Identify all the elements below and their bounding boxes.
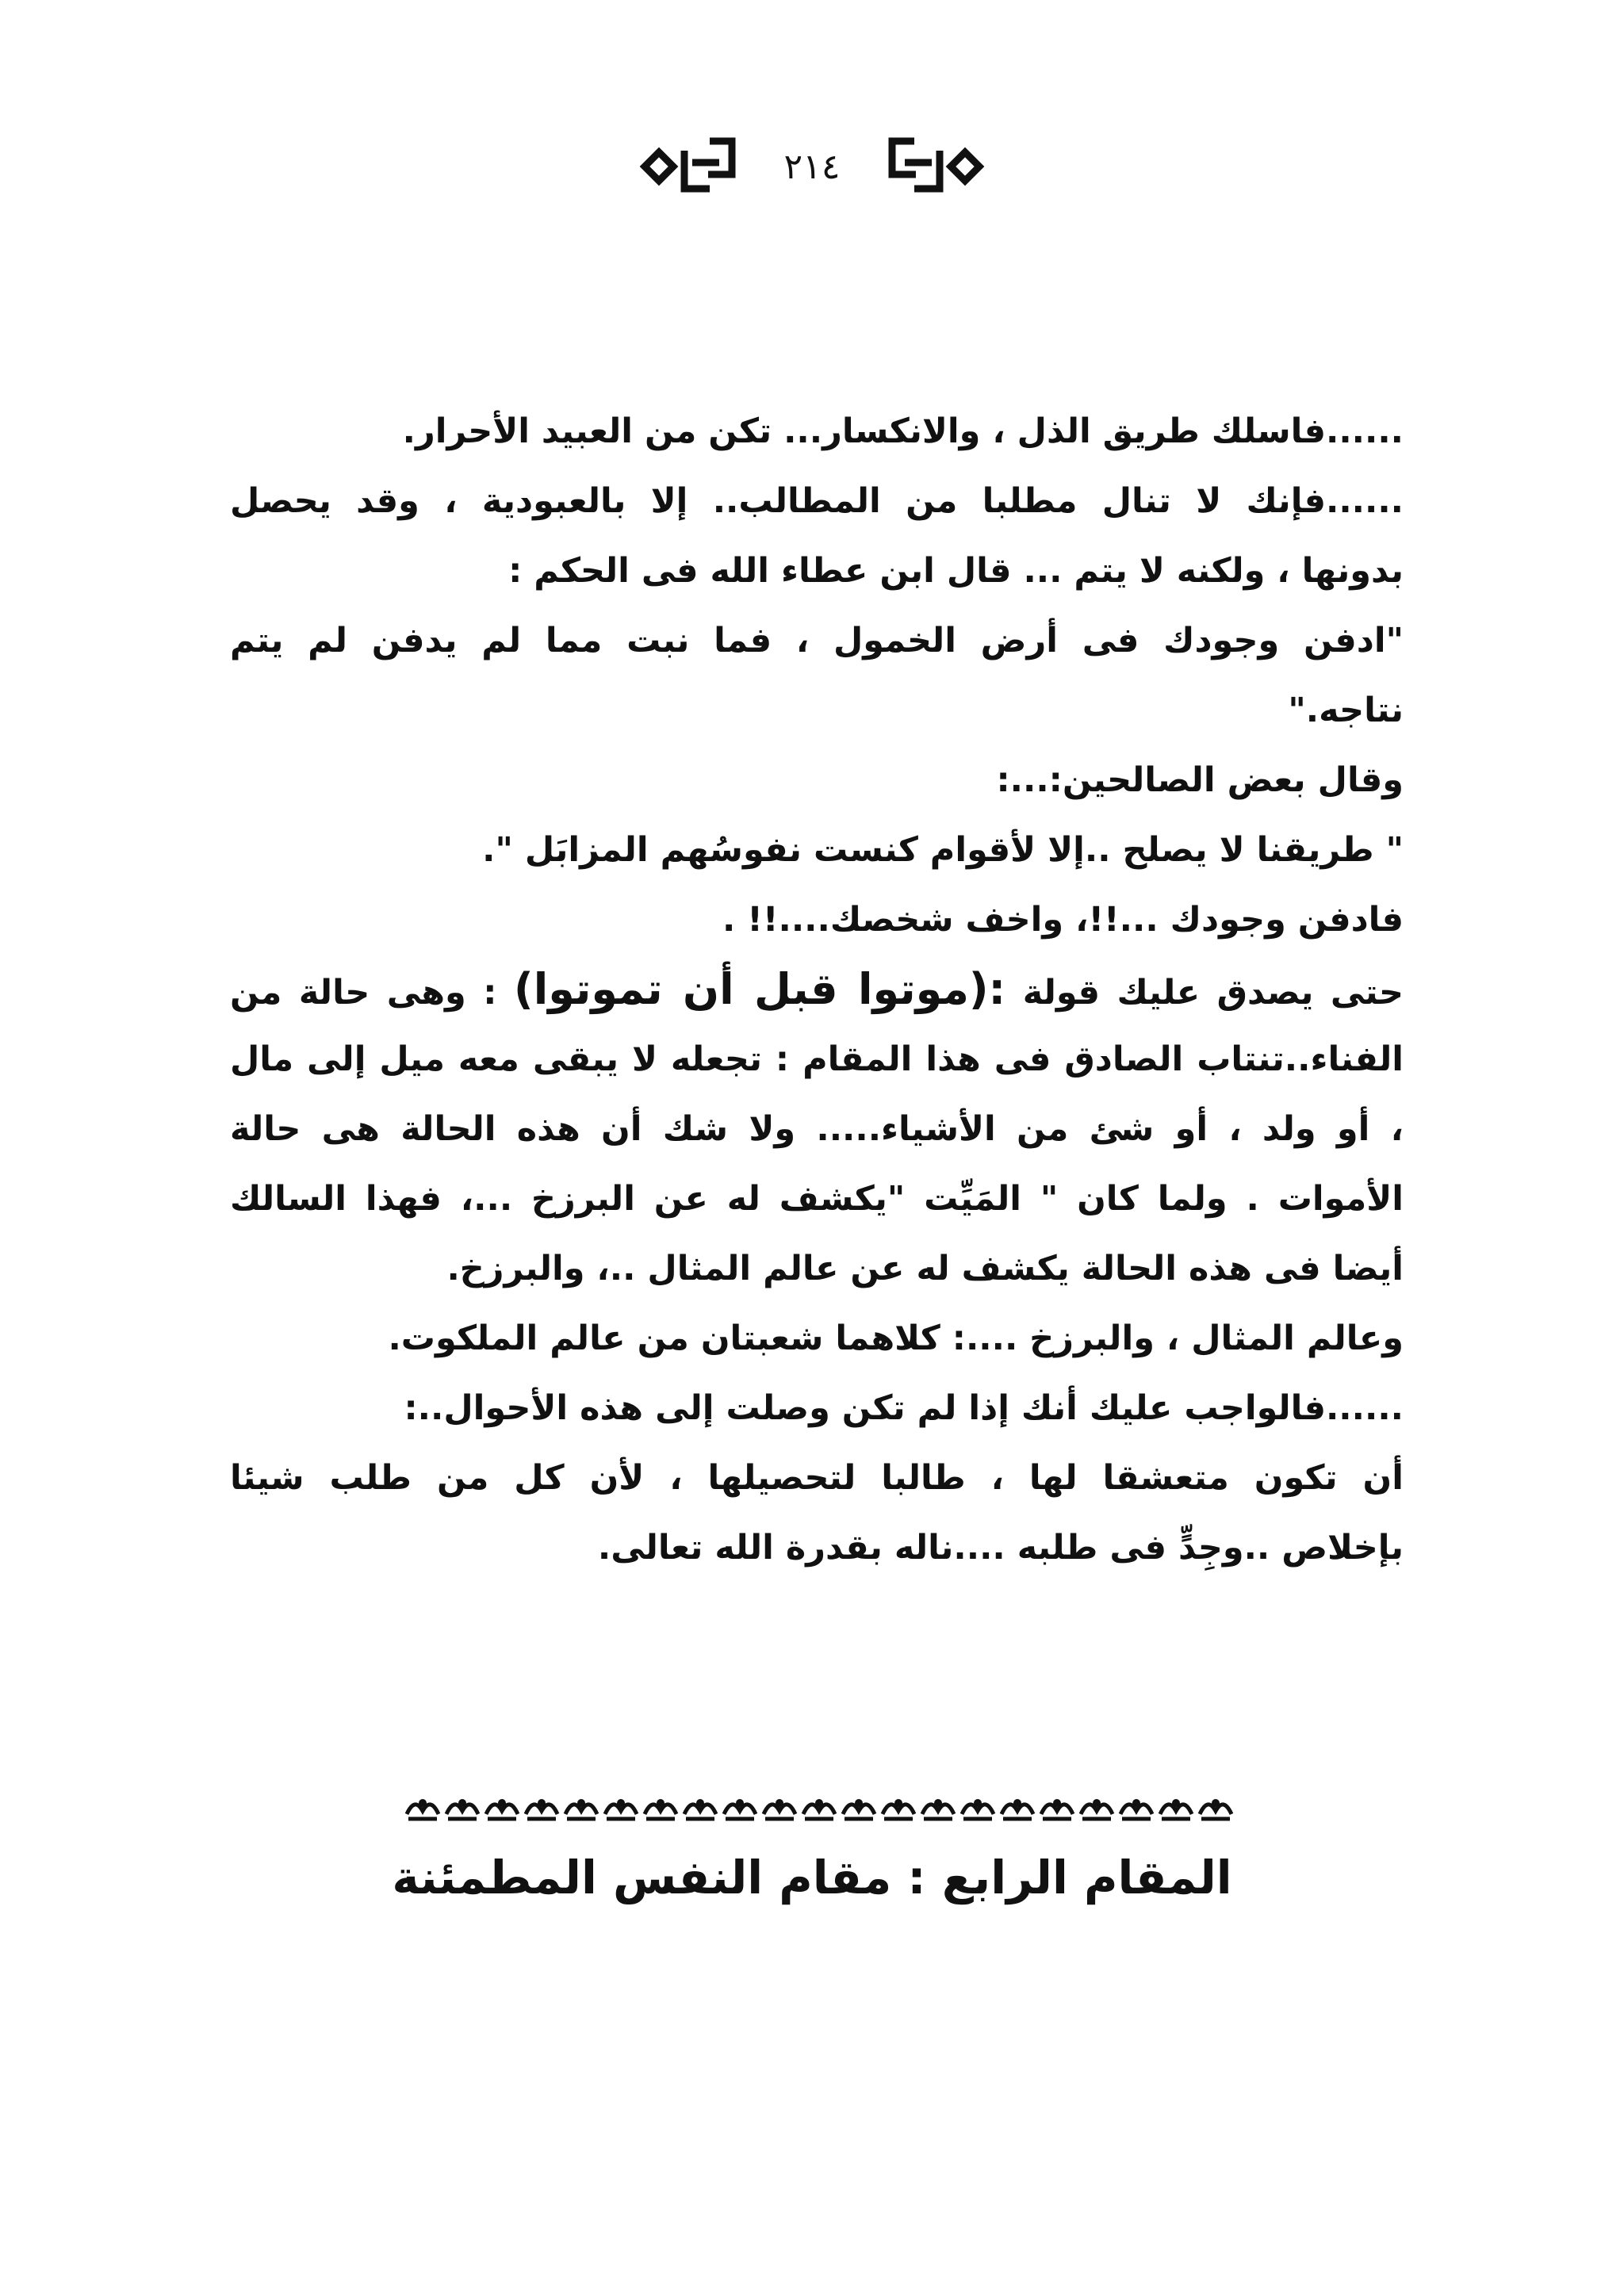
divider-dot [856,1800,862,1806]
divider-dot [1014,1800,1021,1806]
divider-dot [419,1800,426,1806]
divider-dot [1173,1800,1179,1806]
divider-dot [657,1800,664,1806]
text-line-3: بدونها ، ولكنه لا يتم ... قال ابن عطاء الله فى الحكم : [508,551,1404,591]
divider-dot [578,1800,584,1806]
hadith-line-before: حتى يصدق عليك قولة [1022,973,1404,1013]
text-line-8: فادفن وجودك ...!!، واخف شخصك....!! . [722,900,1404,940]
divider-dot [895,1800,902,1806]
divider-dot [975,1800,981,1806]
divider-dot [1054,1800,1060,1806]
floral-divider-icon [403,1790,1235,1830]
divider-dot [1094,1800,1100,1806]
section-heading: المقام الرابع : مقام النفس المطمئنة [392,1851,1232,1904]
divider-dot [935,1800,941,1806]
hadith-line-after: : وهى حالة من [230,973,497,1013]
page-number: ٢١٤ [783,146,841,187]
divider-dot [697,1800,703,1806]
divider-dot [459,1800,465,1806]
text-line-15: ......فالواجب عليك أنك إذا لم تكن وصلت إلى هذه الأحوال..: [404,1388,1404,1428]
divider-dot [618,1800,624,1806]
text-line-13: أيضا فى هذه الحالة يكشف له عن عالم المثال ..، والبرزخ. [446,1249,1404,1288]
text-line-7: " طريقنا لا يصلح ..إلا لأقوام كنست نفوسُهم المزابَل ". [482,830,1404,870]
text-line-12: الأموات . ولما كان " المَيِّت "يكشف له عن البرزخ ...، فهذا السالك [230,1179,1404,1219]
divider-dot [499,1800,505,1806]
page-header [0,119,1624,214]
body-text [230,396,1404,1583]
text-line-4: "ادفن وجودك فى أرض الخمول ، فما نبت مما لم يدفن لم يتم [230,621,1404,660]
left-ornament-icon [637,127,779,206]
text-line-14: وعالم المثال ، والبرزخ ....: كلاهما شعبتان من عالم الملكوت. [388,1319,1404,1358]
divider-dot [776,1800,783,1806]
text-line-17: بإخلاص ..وجِدٍّ فى طلبه ....ناله بقدرة الله تعالى. [597,1528,1404,1568]
text-line-1: ......فاسلك طريق الذل ، والانكسار... تكن من العبيد الأحرار. [402,412,1404,451]
divider-dot [538,1800,545,1806]
text-line-5: نتاجه." [1288,691,1404,730]
divider-dot [1133,1800,1139,1806]
text-line-6: وقال بعض الصالحين:...: [996,760,1404,800]
text-line-16: أن تكون متعشقا لها ، طالبا لتحصيلها ، لأن كل من طلب شيئا [230,1458,1404,1498]
hadith-line [230,955,1404,1024]
text-line-2: ......فإنك لا تنال مطلبا من المطالب.. إلا بالعبودية ، وقد يحصل [230,481,1404,521]
divider-dot [1212,1800,1219,1806]
hadith-quote: :(موتوا قبل أن تموتوا) [514,964,1006,1014]
text-line-10: الفناء..تنتاب الصادق فى هذا المقام : تجعله لا يبقى معه ميل إلى مال [230,1039,1404,1079]
text-line-11: ، أو ولد ، أو شئ من الأشياء..... ولا شك أن هذه الحالة هى حالة [230,1109,1404,1149]
divider-dot [816,1800,822,1806]
divider-dot [737,1800,743,1806]
right-ornament-icon [845,127,987,206]
